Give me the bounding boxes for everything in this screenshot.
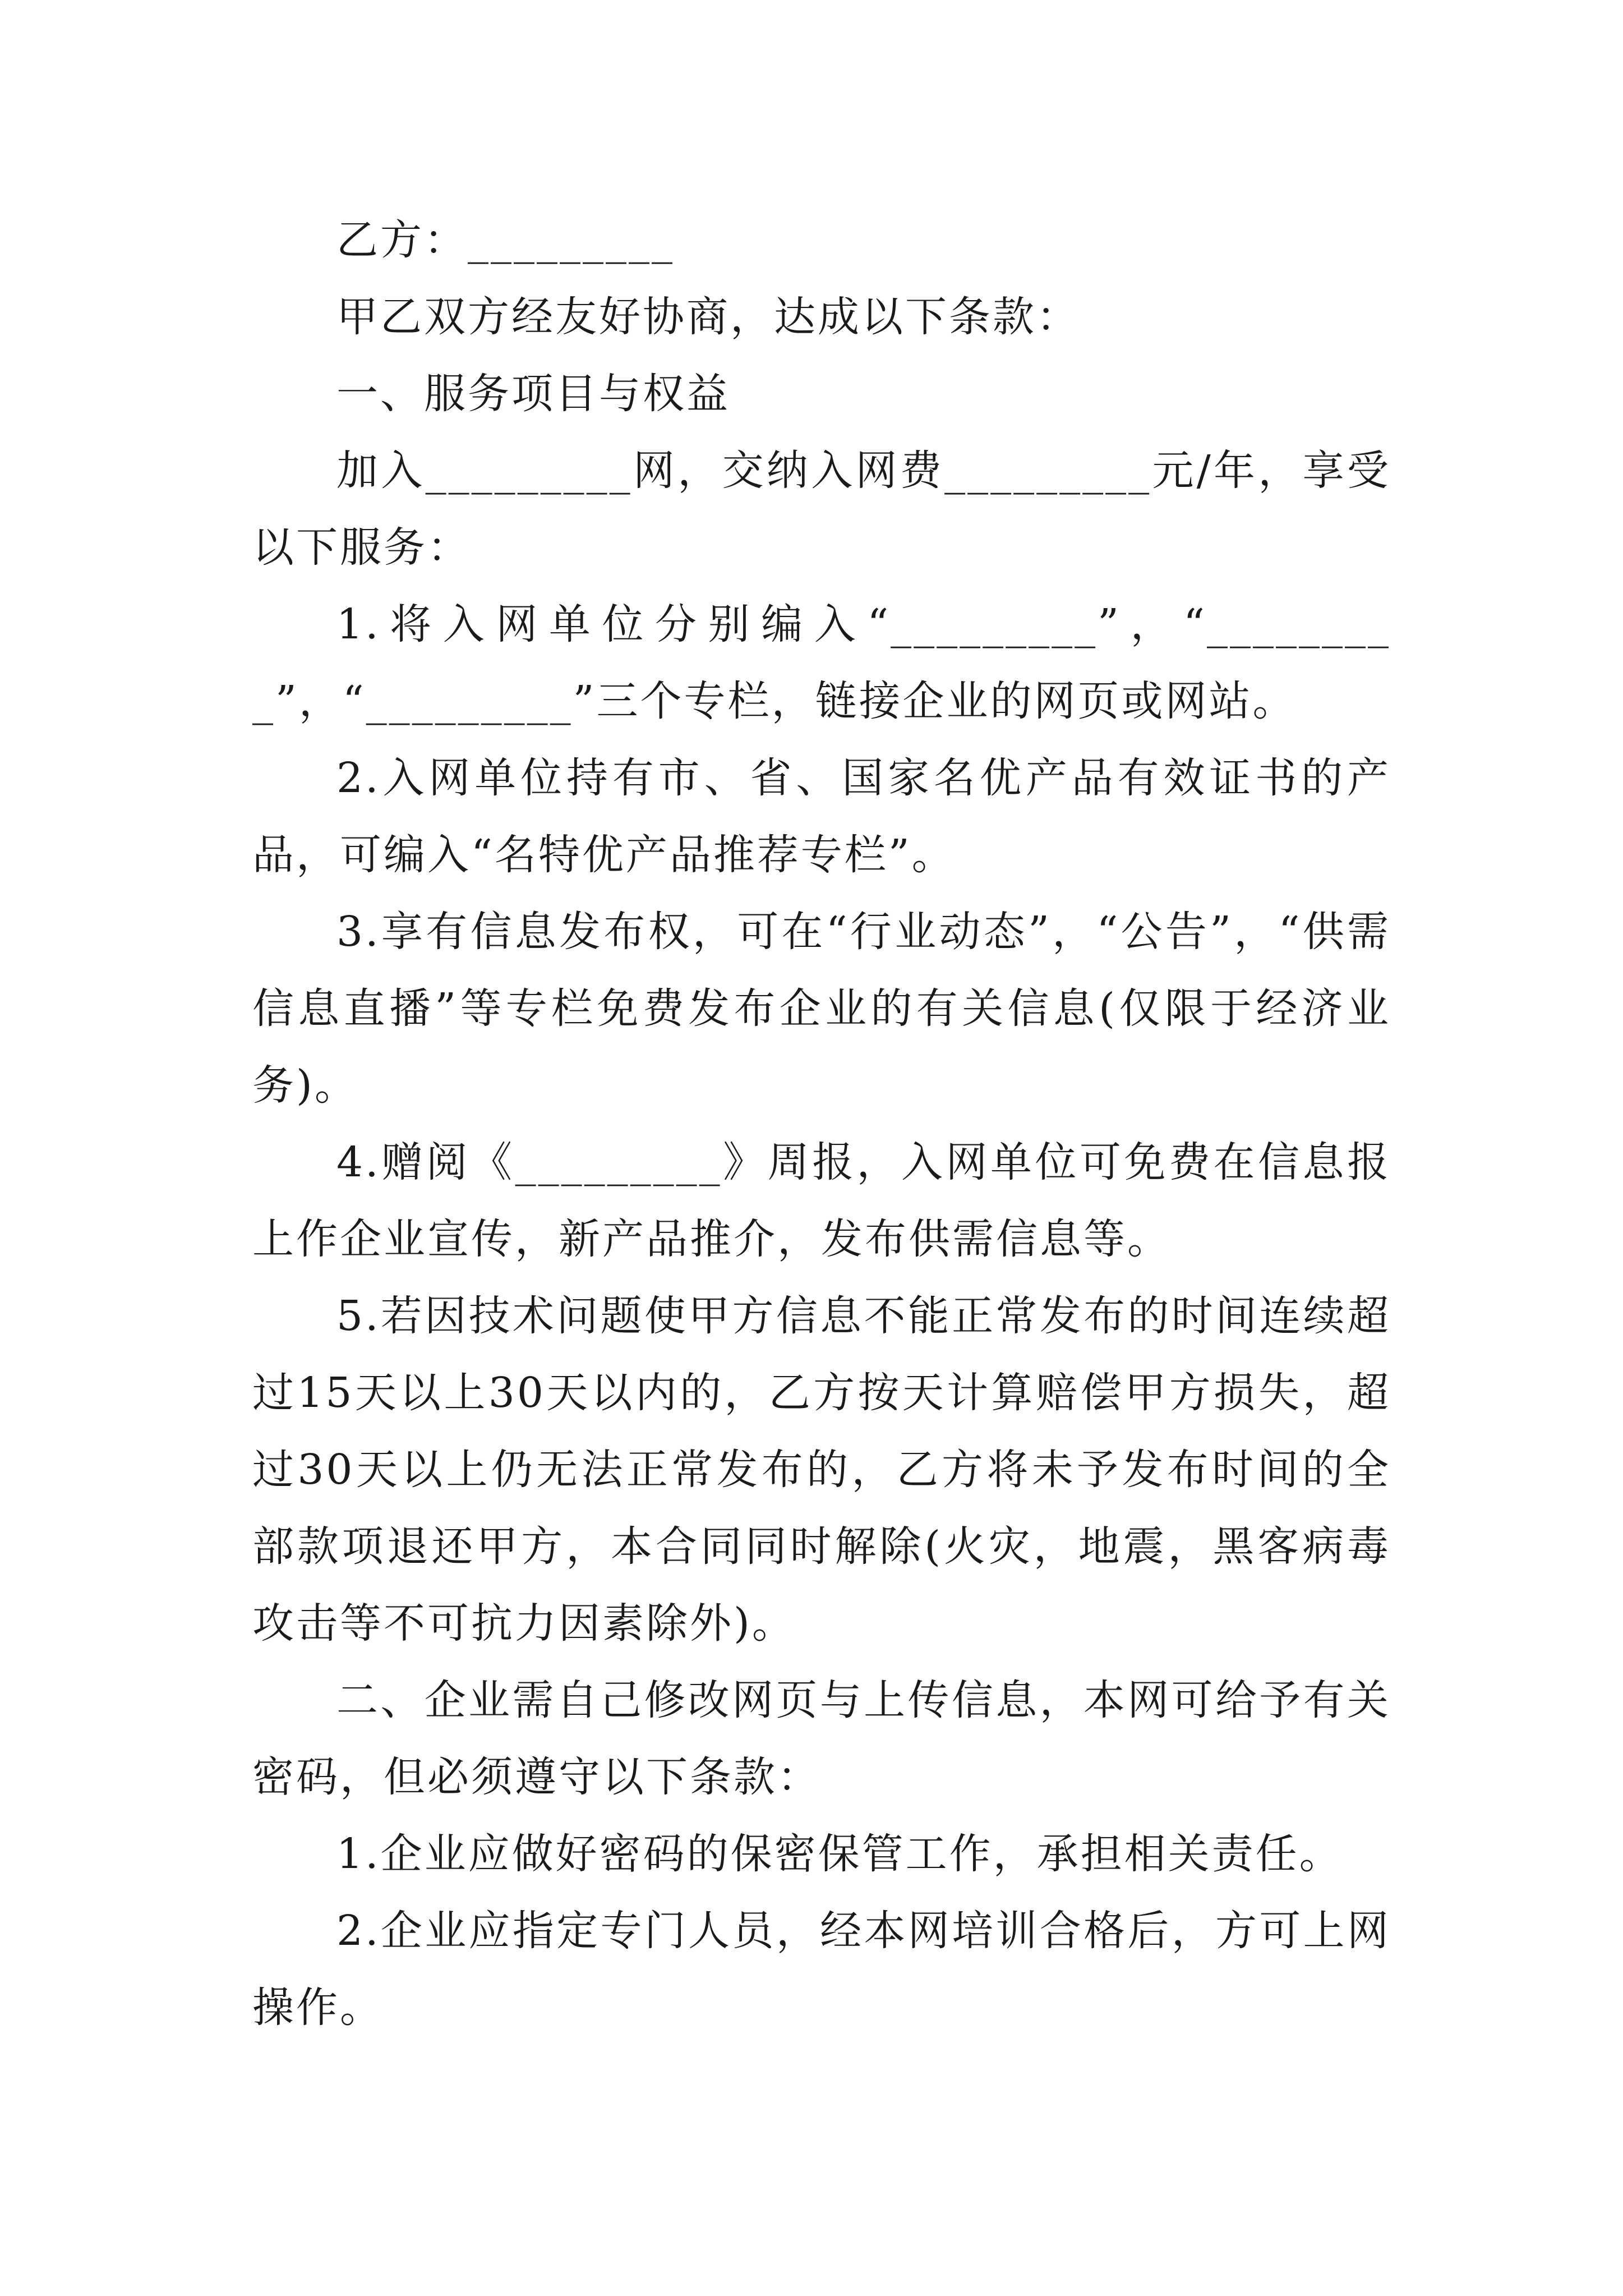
clause-1-1: 1.将入网单位分别编入“_________”，“_________”，“_________”三个专栏，链接企业的网页或网站。: [252, 600, 1391, 725]
clause-1-4: 4.赠阅《_________》周报，入网单位可免费在信息报上作企业宣传，新产品推介，发布供需信息等。: [252, 1138, 1391, 1263]
section-heading-2: 二、企业需自己修改网页与上传信息，本网可给予有关密码，但必须遵守以下条款：: [252, 1676, 1391, 1801]
clause-1-5: 5.若因技术问题使甲方信息不能正常发布的时间连续超过15天以上30天以内的，乙方按天计算赔偿甲方损失，超过30天以上仍无法正常发布的，乙方将未予发布时间的全部款项退还甲方，本合同同时解除(火灾，地震，黑客病毒攻击等不可抗力因素除外)。: [252, 1292, 1391, 1648]
intro-paragraph: 甲乙双方经友好协商，达成以下条款：: [336, 293, 1080, 341]
document-body: [252, 202, 1391, 2046]
clause-1-3: 3.享有信息发布权，可在“行业动态”，“公告”，“供需信息直播”等专栏免费发布企业的有关信息(仅限于经济业务)。: [252, 908, 1391, 1110]
section-heading-1: 一、服务项目与权益: [336, 370, 730, 418]
clause-1-2: 2.入网单位持有市、省、国家名优产品有效证书的产品，可编入“名特优产品推荐专栏”。: [252, 754, 1391, 879]
membership-paragraph: 加入_________网，交纳入网费_________元/年，享受以下服务：: [252, 447, 1391, 572]
clause-2-2: 2.企业应指定专门人员，经本网培训合格后，方可上网操作。: [252, 1907, 1391, 2032]
clause-2-1: 1.企业应做好密码的保密保管工作，承担相关责任。: [336, 1830, 1343, 1878]
party-b-line: 乙方：_________: [336, 216, 675, 264]
